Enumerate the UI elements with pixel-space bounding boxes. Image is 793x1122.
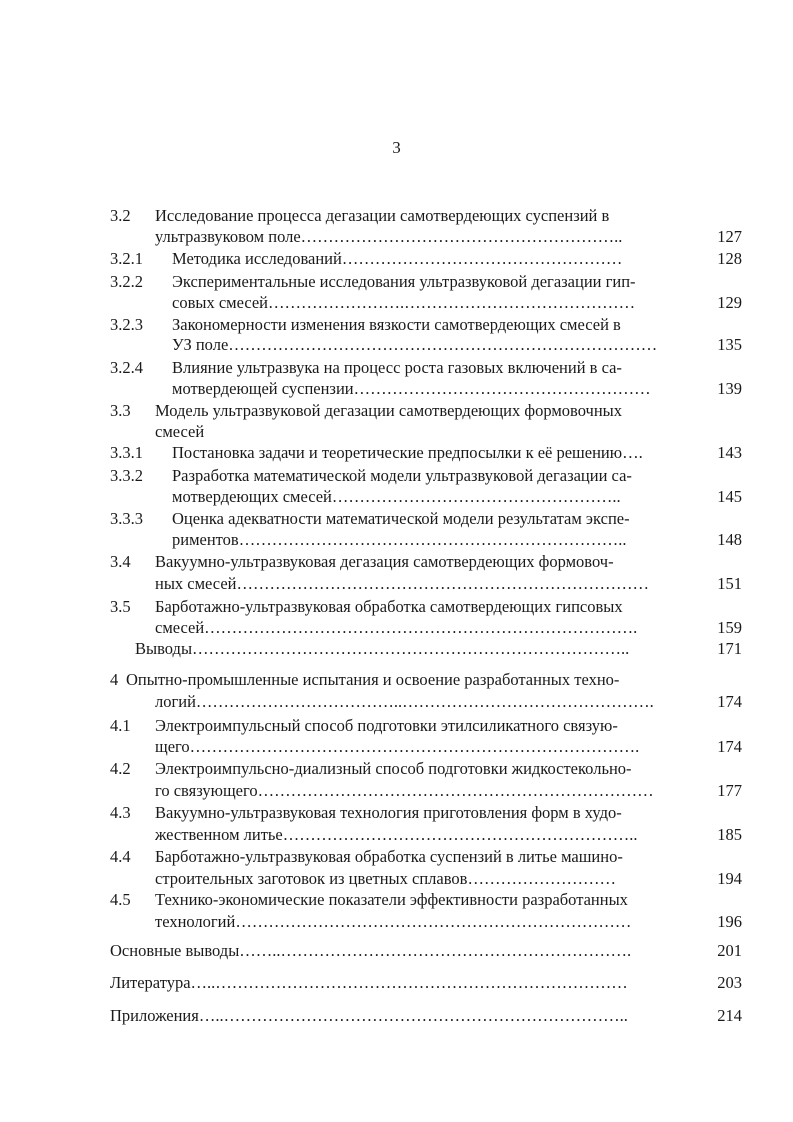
toc-line bbox=[110, 400, 742, 422]
toc-entry-text: Оценка адекватности математической модели результатам экспе- bbox=[172, 509, 630, 528]
toc-page-number: 135 bbox=[717, 335, 742, 354]
toc-page-number: 145 bbox=[717, 487, 742, 506]
toc-line bbox=[110, 691, 742, 713]
toc-entry-text: Барботажно-ультразвуковая обработка суспензий в литье машино- bbox=[155, 847, 623, 866]
toc-entry-text: Вакуумно-ультразвуковая дегазация самотвердеющих формовоч- bbox=[155, 552, 614, 571]
toc-line bbox=[110, 551, 742, 573]
toc-line bbox=[110, 972, 742, 994]
toc-entry-text: го связующего……………………………………………………………… bbox=[155, 781, 654, 800]
toc-line bbox=[110, 940, 742, 962]
toc-entry-text: логий………………………………..………………………………………. bbox=[155, 692, 654, 711]
toc-entry-text: Технико-экономические показатели эффективности разработанных bbox=[155, 890, 628, 909]
toc-entry-text: Вакуумно-ультразвуковая технология приготовления форм в худо- bbox=[155, 803, 622, 822]
toc-line bbox=[110, 889, 742, 911]
toc-section-number: 3.3.1 bbox=[110, 443, 143, 462]
toc-section-number: 4.4 bbox=[110, 847, 131, 866]
toc-section-number: 3.2.1 bbox=[110, 249, 143, 268]
toc-entry-text: Модель ультразвуковой дегазации самотвердеющих формовочных bbox=[155, 401, 622, 420]
toc-page-number: 129 bbox=[717, 293, 742, 312]
toc-section-number: 4.5 bbox=[110, 890, 131, 909]
toc-page-number: 151 bbox=[717, 574, 742, 593]
toc-page-number: 148 bbox=[717, 530, 742, 549]
toc-entry-text: Разработка математической модели ультразвуковой дегазации са- bbox=[172, 466, 632, 485]
toc-entry-text: ультразвуковом поле………………………………………………….. bbox=[155, 227, 623, 246]
toc-section-number: 3.2.2 bbox=[110, 272, 143, 291]
toc-line bbox=[110, 824, 742, 846]
toc-line bbox=[110, 378, 742, 400]
toc-entry-text: жественном литье……………………………………………………….. bbox=[155, 825, 638, 844]
toc-section-number: 4 bbox=[110, 670, 119, 689]
toc-section-number: 3.5 bbox=[110, 597, 131, 616]
toc-line bbox=[110, 205, 742, 227]
toc-line bbox=[110, 736, 742, 758]
toc-entry-text: риментов…………………………………………………………….. bbox=[172, 530, 627, 549]
toc-section-number: 3.4 bbox=[110, 552, 131, 571]
toc-entry-text: мотвердеющей суспензии……………………………………………… bbox=[172, 379, 651, 398]
toc-line bbox=[110, 868, 742, 890]
toc-entry-text: Выводы…………………………………………………………………….. bbox=[135, 639, 630, 658]
toc-entry-text: Методика исследований…………………………………………… bbox=[172, 249, 623, 268]
toc-page-number: 128 bbox=[717, 249, 742, 268]
toc-page-number: 139 bbox=[717, 379, 742, 398]
toc-line bbox=[110, 357, 742, 379]
toc-section-number: 4.2 bbox=[110, 759, 131, 778]
toc-line bbox=[110, 846, 742, 868]
toc-page-number: 174 bbox=[717, 692, 742, 711]
toc-line bbox=[110, 226, 742, 248]
toc-line bbox=[110, 529, 742, 551]
toc-line bbox=[110, 1005, 742, 1027]
toc-page-number: 201 bbox=[717, 941, 742, 960]
toc-entry-text: Электроимпульсно-диализный способ подготовки жидкостекольно- bbox=[155, 759, 632, 778]
toc-entry-text: ных смесей………………………………………………………………… bbox=[155, 574, 649, 593]
toc-page-number: 177 bbox=[717, 781, 742, 800]
toc-page-number: 185 bbox=[717, 825, 742, 844]
toc-line bbox=[110, 638, 742, 660]
toc-line bbox=[110, 508, 742, 530]
toc-line bbox=[110, 442, 742, 464]
toc-entry-text: Литература…..………………………………………………………………… bbox=[110, 973, 628, 992]
toc-entry-text: Постановка задачи и теоретические предпосылки к её решению…. bbox=[172, 443, 643, 462]
toc-line bbox=[110, 596, 742, 618]
toc-page-number: 196 bbox=[717, 912, 742, 931]
toc-line bbox=[110, 911, 742, 933]
toc-section-number: 3.2.3 bbox=[110, 315, 143, 334]
toc-entry-text: смесей bbox=[155, 422, 205, 441]
toc-line bbox=[110, 669, 742, 691]
toc-line bbox=[110, 334, 742, 356]
toc-entry-text: мотвердеющих смесей…………………………………………….. bbox=[172, 487, 621, 506]
toc-page-number: 143 bbox=[717, 443, 742, 462]
toc-entry-text: Экспериментальные исследования ультразвуковой дегазации гип- bbox=[172, 272, 636, 291]
toc-line bbox=[110, 758, 742, 780]
toc-line bbox=[110, 248, 742, 270]
toc-line bbox=[110, 486, 742, 508]
toc-line bbox=[110, 314, 742, 336]
toc-entry-text: Барботажно-ультразвуковая обработка самотвердеющих гипсовых bbox=[155, 597, 623, 616]
toc-section-number: 3.2 bbox=[110, 206, 131, 225]
toc-entry-text: Опытно-промышленные испытания и освоение разработанных техно- bbox=[126, 670, 620, 689]
toc-line bbox=[110, 271, 742, 293]
toc-entry-text: смесей……………………………………………………………………. bbox=[155, 618, 638, 637]
toc-section-number: 3.3.3 bbox=[110, 509, 143, 528]
toc-entry-text: щего………………………………………………………………………. bbox=[155, 737, 640, 756]
toc-page-number: 194 bbox=[717, 869, 742, 888]
toc-page-number: 159 bbox=[717, 618, 742, 637]
toc-entry-text: Исследование процесса дегазации самотвердеющих суспензий в bbox=[155, 206, 610, 225]
toc-page-number: 203 bbox=[717, 973, 742, 992]
toc-page-number: 174 bbox=[717, 737, 742, 756]
toc-line bbox=[110, 715, 742, 737]
toc-entry-text: технологий……………………………………………………………… bbox=[155, 912, 632, 931]
toc-page-number: 214 bbox=[717, 1006, 742, 1025]
toc-line bbox=[110, 573, 742, 595]
toc-entry-text: Влияние ультразвука на процесс роста газовых включений в са- bbox=[172, 358, 622, 377]
toc-line bbox=[110, 421, 742, 443]
toc-line bbox=[110, 292, 742, 314]
toc-entry-text: строительных заготовок из цветных сплавов……………………… bbox=[155, 869, 616, 888]
toc-page-number: 171 bbox=[717, 639, 742, 658]
toc-line bbox=[110, 465, 742, 487]
toc-entry-text: Основные выводы……..………………………………………………………. bbox=[110, 941, 632, 960]
toc-line bbox=[110, 802, 742, 824]
toc-section-number: 4.3 bbox=[110, 803, 131, 822]
toc-entry-text: Электроимпульсный способ подготовки этилсиликатного связую- bbox=[155, 716, 618, 735]
toc-line bbox=[110, 617, 742, 639]
page-number: 3 bbox=[392, 138, 401, 157]
toc-entry-text: Закономерности изменения вязкости самотвердеющих смесей в bbox=[172, 315, 621, 334]
toc-section-number: 3.3 bbox=[110, 401, 131, 420]
toc-line bbox=[110, 780, 742, 802]
toc-section-number: 4.1 bbox=[110, 716, 131, 735]
toc-entry-text: УЗ поле…………………………………………………………………… bbox=[172, 335, 658, 354]
toc-section-number: 3.3.2 bbox=[110, 466, 143, 485]
toc-entry-text: Приложения…..……………………………………………………………….. bbox=[110, 1006, 628, 1025]
toc-section-number: 3.2.4 bbox=[110, 358, 143, 377]
toc-page-number: 127 bbox=[717, 227, 742, 246]
toc-entry-text: совых смесей…………………….…………………………………… bbox=[172, 293, 636, 312]
